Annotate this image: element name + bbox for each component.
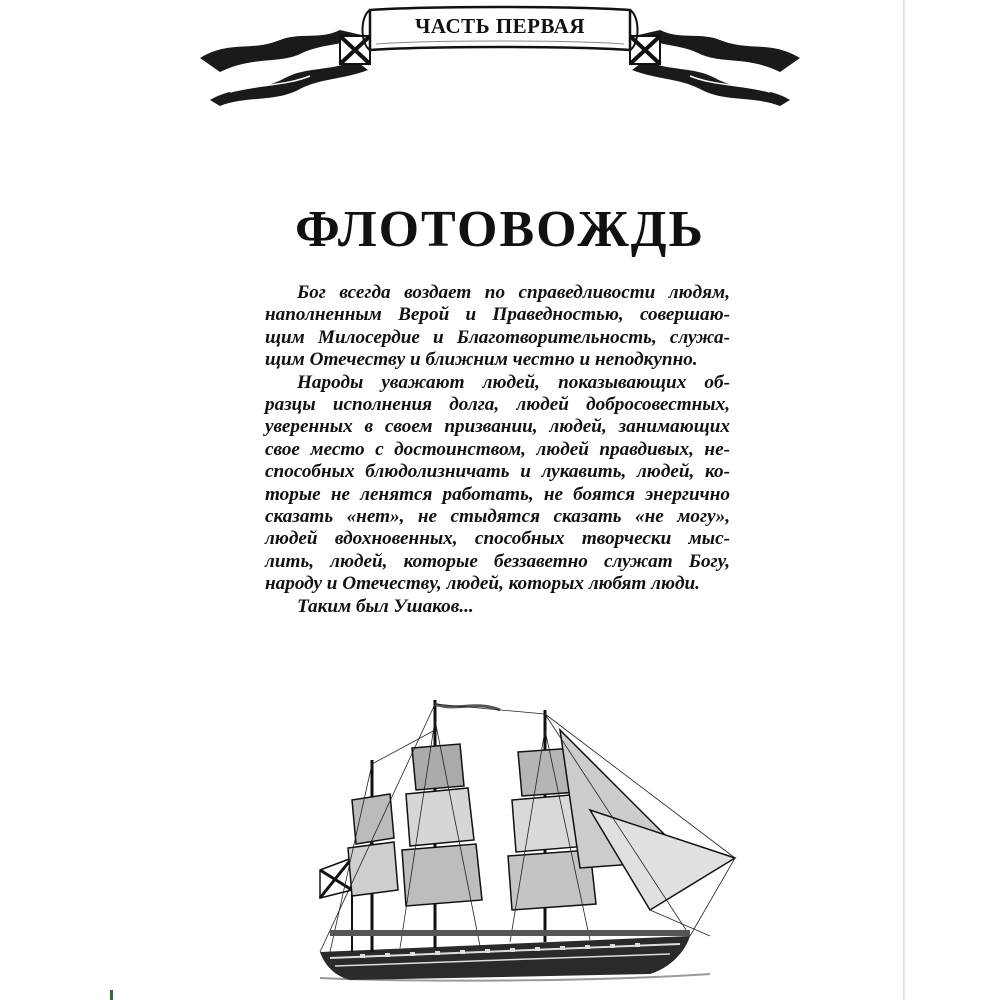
- text-line: щим Милосердие и Благотворительность, служа-: [265, 326, 730, 348]
- ship-illustration: [290, 690, 750, 990]
- sailing-ship-illustration: [290, 690, 750, 990]
- page-edge: [903, 0, 906, 1000]
- text-line: Народы уважают людей, показывающих об-: [297, 371, 730, 393]
- text-line: народу и Отечеству, людей, которых любят люди.: [265, 573, 700, 595]
- body-text: [265, 282, 730, 618]
- text-line: Бог всегда воздает по справедливости людям,: [297, 282, 730, 303]
- text-line: торые не ленятся работать, не боятся энергично: [265, 483, 730, 505]
- text-line: лить, людей, которые беззаветно служат Богу,: [265, 550, 730, 572]
- text-line: способных блюдолизничать и лукавить, людей, ко-: [265, 461, 730, 483]
- page-corner-mark: [110, 990, 113, 1000]
- part-label: ЧАСТЬ ПЕРВАЯ: [414, 14, 586, 38]
- text-line: наполненным Верой и Праведностью, совершаю-: [265, 304, 730, 326]
- text-line: разцы исполнения долга, людей добросовестных,: [265, 394, 730, 416]
- text-line: уверенных в своем призвании, людей, занимающих: [265, 416, 730, 438]
- text-line: людей вдохновенных, способных творчески мыс-: [265, 528, 730, 550]
- chapter-title: ФЛОТОВОЖДЬ: [295, 201, 705, 258]
- text-line: Таким был Ушаков...: [297, 595, 474, 617]
- text-line: щим Отечеству и ближним честно и неподкупно.: [265, 349, 698, 371]
- text-line: свое место с достоинством, людей правдивых, не-: [265, 438, 730, 460]
- text-line: сказать «нет», не стыдятся сказать «не могу»,: [265, 506, 730, 528]
- part-banner: [190, 0, 810, 110]
